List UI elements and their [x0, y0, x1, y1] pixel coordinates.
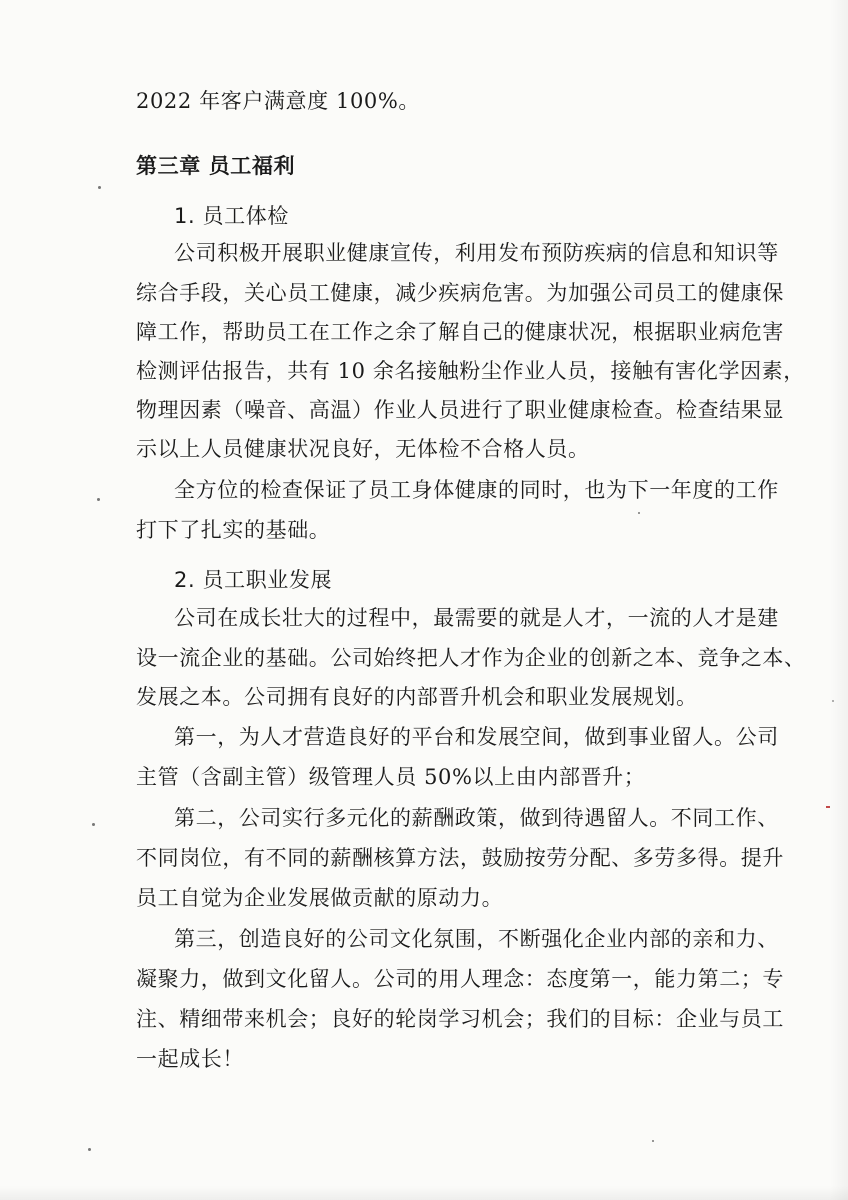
body-line: 障工作，帮助员工在工作之余了解自己的健康状况，根据职业病危害	[136, 320, 784, 344]
body-line: 不同岗位，有不同的薪酬核算方法，鼓励按劳分配、多劳多得。提升	[136, 846, 784, 870]
body-line: 2022 年客户满意度 100%。	[136, 89, 421, 113]
body-line: 主管（含副主管）级管理人员 50%以上由内部晋升；	[136, 765, 646, 789]
body-line: 员工自觉为企业发展做贡献的原动力。	[136, 886, 504, 910]
scan-speck	[92, 823, 95, 826]
scan-speck	[652, 1140, 654, 1142]
body-line: 一起成长！	[136, 1047, 244, 1071]
body-line: 物理因素（噪音、高温）作业人员进行了职业健康检查。检查结果显	[136, 398, 784, 422]
body-line: 公司积极开展职业健康宣传，利用发布预防疾病的信息和知识等	[174, 241, 779, 265]
body-line: 注、精细带来机会；良好的轮岗学习机会；我们的目标：企业与员工	[136, 1007, 784, 1031]
body-line: 设一流企业的基础。公司始终把人才作为企业的创新之本、竞争之本、	[136, 646, 806, 670]
section-heading: 1. 员工体检	[174, 204, 289, 228]
body-line: 综合手段，关心员工健康，减少疾病危害。为加强公司员工的健康保	[136, 281, 784, 305]
scan-speck	[97, 498, 100, 501]
body-line: 公司在成长壮大的过程中，最需要的就是人才，一流的人才是建	[174, 606, 779, 630]
chapter-heading: 第三章 员工福利	[136, 154, 296, 178]
scan-speck	[98, 186, 101, 189]
body-line: 全方位的检查保证了员工身体健康的同时，也为下一年度的工作	[174, 478, 779, 502]
body-line: 示以上人员健康状况良好，无体检不合格人员。	[136, 437, 590, 461]
section-heading: 2. 员工职业发展	[174, 568, 333, 592]
body-line: 第三，创造良好的公司文化氛围，不断强化企业内部的亲和力、	[174, 927, 779, 951]
body-line: 打下了扎实的基础。	[136, 518, 331, 542]
scan-edge-shadow	[0, 1186, 848, 1200]
body-line: 第二，公司实行多元化的薪酬政策，做到待遇留人。不同工作、	[174, 806, 779, 830]
body-line: 检测评估报告，共有 10 余名接触粉尘作业人员，接触有害化学因素，	[136, 359, 805, 383]
body-line: 发展之本。公司拥有良好的内部晋升机会和职业发展规划。	[136, 685, 698, 709]
body-line: 第一，为人才营造良好的平台和发展空间，做到事业留人。公司	[174, 725, 779, 749]
scan-speck	[88, 1148, 91, 1151]
scan-speck	[638, 512, 640, 514]
body-line: 凝聚力，做到文化留人。公司的用人理念：态度第一，能力第二；专	[136, 967, 784, 991]
scan-edge-shadow	[830, 0, 848, 1200]
